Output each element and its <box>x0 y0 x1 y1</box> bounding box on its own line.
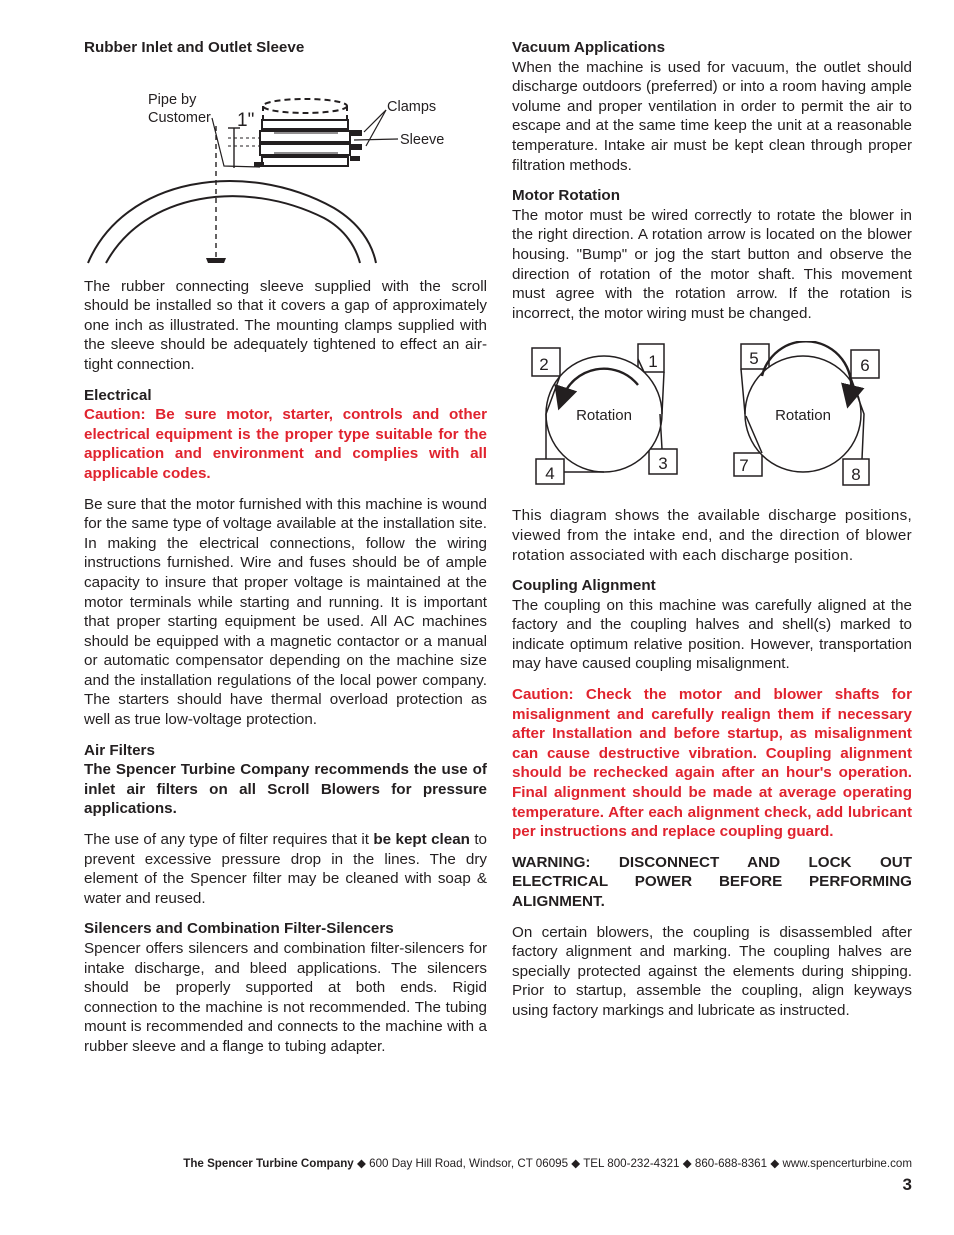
footer <box>84 1156 912 1170</box>
silencers-body: Spencer offers silencers and combination filter-silencers for intake discharge, and bleed applications. The silencers should be properly supported at both ends. Rigid connection to the machine is not recommended. The tubing mount is recommended and connects to the machine with a rubber sleeve and a flange to tubing adapter. <box>84 940 487 1055</box>
silencers-section <box>84 919 487 1056</box>
right-column <box>512 38 912 1021</box>
sleeve-label: Sleeve <box>400 131 445 148</box>
sleeve-diagram <box>84 58 484 270</box>
footer-separator-icon: ◆ <box>356 1157 366 1170</box>
footer-separator-icon: ◆ <box>571 1157 581 1170</box>
air-filters-body <box>84 830 487 908</box>
sleeve-heading: Rubber Inlet and Outlet Sleeve <box>84 39 305 56</box>
rotation-diagram <box>512 341 912 491</box>
electrical-section <box>84 386 487 730</box>
air-filters-body-a: The use of any type of filter requires that it <box>84 831 374 849</box>
position-8: 8 <box>851 465 861 485</box>
electrical-body: Be sure that the motor furnished with this machine is wound for the same type of voltage available at the installation site. In making the electrical connections, follow the wiring instructions furnished. Wire and fuses should be of ample capacity to insure that proper voltage is maintained at the motor terminals while starting and running. It is important that proper starting equipment be used. All AC machines should be equipped with a magnetic contactor or a manual or automatic compensator depending on the machine size and the installation regulations of the local power company. The starters should have thermal overload protection as well as true low-voltage protection. <box>84 495 487 729</box>
rotation-heading: Motor Rotation <box>512 187 620 205</box>
vacuum-body: When the machine is used for vacuum, the outlet should discharge outdoors (preferred) or into a room having ample volume and proper ventilation in order to permit the air to escape and at the same time keep the unit at a reasonable temperature. Intake air must be kept clean through proper filtration methods. <box>512 58 912 174</box>
footer-address: 600 Day Hill Road, Windsor, CT 06095 <box>369 1157 569 1170</box>
coupling-caution: Caution: Check the motor and blower shafts for misalignment and carefully realign them if necessary after Installation and before startup, as misalignment can cause destructive vibration. Coupling alignment should be rechecked again after an hour's operation. Final alignment should be made at average operating temperature. After each alignment check, add lubricant per instructions and replace coupling guard. <box>512 686 912 841</box>
position-1: 1 <box>648 352 658 372</box>
footer-separator-icon: ◆ <box>682 1157 692 1170</box>
footer-tel: TEL 800-232-4321 <box>583 1157 680 1170</box>
rotation-diagram-right <box>734 342 879 486</box>
position-2: 2 <box>539 355 549 375</box>
sleeve-section <box>84 38 487 375</box>
footer-company: The Spencer Turbine Company <box>183 1157 354 1170</box>
air-filters-recommendation: The Spencer Turbine Company recommends the use of inlet air filters on all Scroll Blowers for pressure applications. <box>84 761 487 818</box>
position-7: 7 <box>739 456 749 476</box>
customer-label: Customer <box>148 109 211 126</box>
page-number: 3 <box>902 1175 912 1194</box>
coupling-heading: Coupling Alignment <box>512 577 656 595</box>
silencers-heading: Silencers and Combination Filter-Silencers <box>84 920 394 938</box>
clamps-label: Clamps <box>387 98 437 115</box>
coupling-body: The coupling on this machine was carefully aligned at the factory and the coupling halves and shell(s) marked to indicate optimum relative position. However, transportation may have caused coupling misalignment. <box>512 596 912 673</box>
air-filters-section <box>84 741 487 909</box>
air-filters-heading: Air Filters <box>84 741 155 759</box>
rotation-body: The motor must be wired correctly to rotate the blower in the right direction. A rotation arrow is located on the blower housing. "Bump" or jog the start button and observe the direction of rotation of the motor shaft. This movement must agree with the rotation arrow. If the rotation is incorrect, the motor wiring must be changed. <box>512 206 912 322</box>
position-6: 6 <box>860 356 870 376</box>
gap-label: 1" <box>237 109 255 131</box>
rotation-caption: This diagram shows the available discharge positions, viewed from the intake end, and the direction of blower rotation associated with each discharge position. <box>512 507 912 564</box>
coupling-body-2: On certain blowers, the coupling is disassembled after factory alignment and marking. The coupling halves are specially protected against the elements during shipping. Prior to startup, assemble the coupling, align keyways using factory markings and lubricate as instructed. <box>512 923 912 1019</box>
footer-website[interactable]: www.spencerturbine.com <box>782 1157 912 1170</box>
rotation-section <box>512 186 912 565</box>
vacuum-section <box>512 38 912 175</box>
vacuum-heading: Vacuum Applications <box>512 39 666 56</box>
air-filters-body-bold: be kept clean <box>373 831 470 849</box>
sleeve-figure <box>84 58 484 270</box>
footer-fax: 860-688-8361 <box>694 1157 768 1170</box>
electrical-heading: Electrical <box>84 386 152 404</box>
rotation-diagram-left <box>532 344 677 484</box>
coupling-warning: WARNING: DISCONNECT AND LOCK OUT ELECTRICAL POWER BEFORE PERFORMING ALIGNMENT. <box>512 853 912 910</box>
coupling-section <box>512 576 912 1020</box>
position-3: 3 <box>658 454 668 474</box>
rotation-right-label: Rotation <box>775 407 831 425</box>
position-5: 5 <box>749 349 759 369</box>
sleeve-body: The rubber connecting sleeve supplied with the scroll should be installed so that it covers a gap of approximately one inch as illustrated. The mounting clamps supplied with the sleeve should be adequately tightened to effect an air-tight connection. <box>84 277 487 373</box>
electrical-caution: Caution: Be sure motor, starter, controls and other electrical equipment is the proper type suitable for the application and environment and complies with all applicable codes. <box>84 406 487 482</box>
left-column <box>84 38 487 1057</box>
rotation-left-label: Rotation <box>576 407 632 425</box>
position-4: 4 <box>545 464 555 484</box>
air-filters-body-b: to prevent excessive pressure drop in the lines. The dry element of the Spencer filter may be cleaned with soap & water and reused. <box>84 831 487 907</box>
rotation-figure <box>512 341 912 491</box>
pipe-by-label: Pipe by <box>148 91 197 108</box>
footer-separator-icon: ◆ <box>770 1157 780 1170</box>
